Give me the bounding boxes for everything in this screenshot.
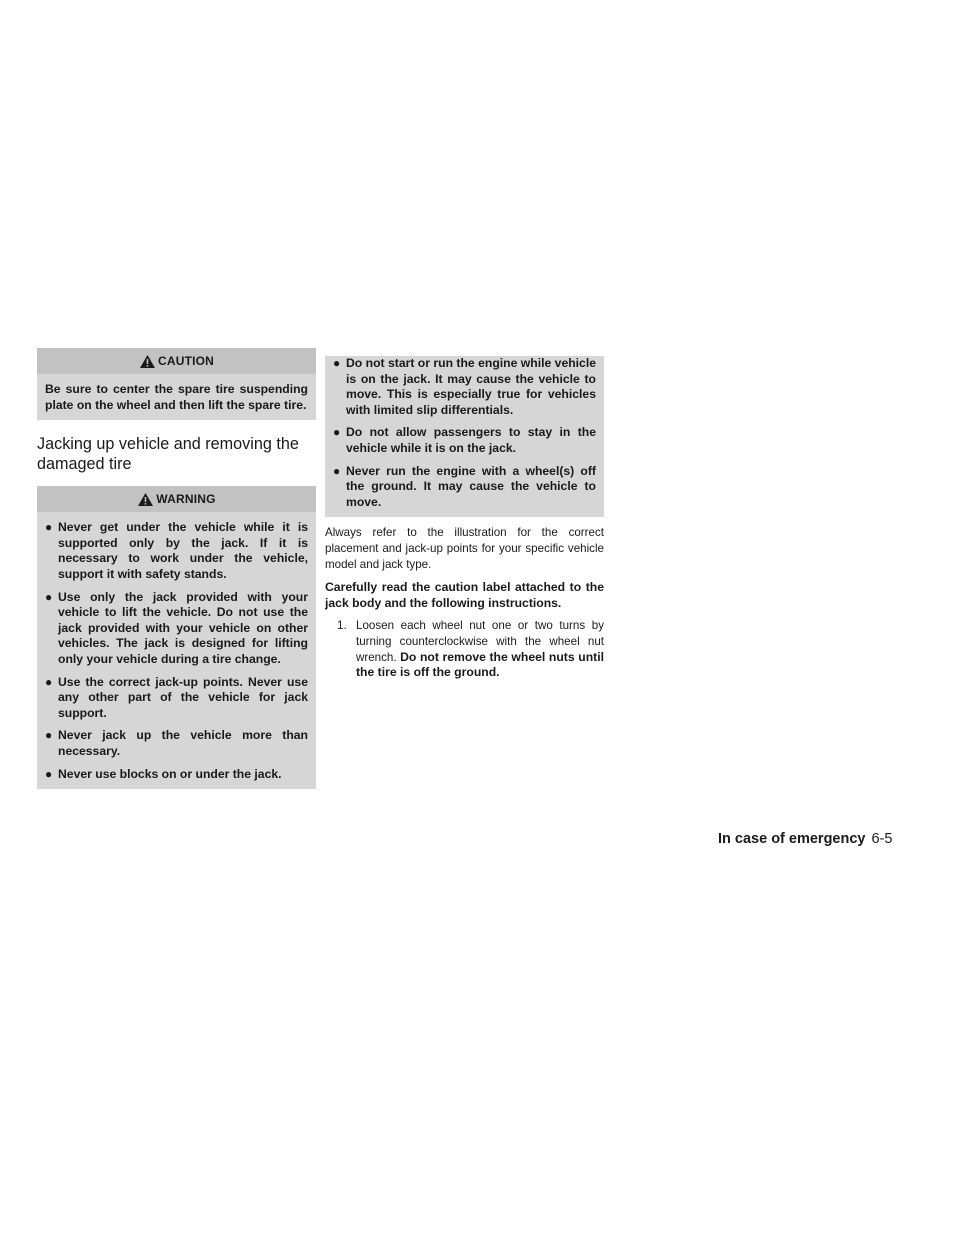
- warning-list-right: [333, 356, 596, 510]
- warning-box: [37, 486, 316, 789]
- warning-triangle-icon: [137, 492, 154, 507]
- warning-item: ● Do not allow passengers to stay in the vehicle while it is on the jack.: [333, 425, 596, 455]
- warning-item: ● Never get under the vehicle while it is supported only by the jack. If it is necessary to work under the vehicle, support it with safety stands.: [45, 520, 308, 581]
- warning-item: ● Never jack up the vehicle more than necessary.: [45, 728, 308, 758]
- warning-item: ● Use the correct jack-up points. Never use any other part of the vehicle for jack support.: [45, 674, 308, 720]
- page-footer: [718, 831, 892, 847]
- bullet-icon: ●: [45, 589, 53, 604]
- caution-text: Be sure to center the spare tire suspending plate on the wheel and then lift the spare tire.: [45, 382, 308, 412]
- step-1: [337, 618, 604, 680]
- left-column: [37, 348, 316, 789]
- warning-item: ● Never run the engine with a wheel(s) off the ground. It may cause the vehicle to move.: [333, 463, 596, 509]
- warning-header: [37, 486, 316, 512]
- page-number: 6-5: [871, 831, 893, 847]
- warning-heading: WARNING: [156, 492, 216, 507]
- step-bold-text: Do not remove the wheel nuts until the tire is off the ground.: [356, 649, 604, 680]
- bullet-icon: ●: [45, 674, 53, 689]
- caution-box: [37, 348, 316, 420]
- bullet-icon: ●: [333, 463, 341, 478]
- bullet-icon: ●: [45, 728, 53, 743]
- section-title: Jacking up vehicle and removing the damaged tire: [37, 435, 299, 474]
- right-column: [325, 348, 604, 681]
- bullet-icon: ●: [333, 425, 341, 440]
- warning-item: ● Use only the jack provided with your vehicle to lift the vehicle. Do not use the jack provided with your vehicle on other vehicles. The jack is designed for lifting only your vehicle during a tire change.: [45, 589, 308, 666]
- caution-heading: CAUTION: [157, 354, 215, 368]
- step-number: 1.: [337, 619, 347, 633]
- warning-box-continued: [325, 356, 604, 517]
- bullet-icon: ●: [45, 520, 53, 535]
- warning-item: ● Never use blocks on or under the jack.: [45, 766, 282, 781]
- warning-item: ● Do not start or run the engine while vehicle is on the jack. It may cause the vehicle to move. This is especially true for vehicles with limited slip differentials.: [333, 356, 596, 417]
- footer-section-name: In case of emergency: [718, 831, 866, 847]
- bullet-icon: ●: [333, 356, 341, 370]
- warning-triangle-icon: [139, 354, 156, 369]
- bullet-icon: ●: [45, 766, 53, 781]
- body-bold-paragraph: Carefully read the caution label attached to the jack body and the following instructions.: [325, 580, 604, 610]
- caution-header: [37, 348, 316, 374]
- body-paragraph: Always refer to the illustration for the correct placement and jack-up points for your specific vehicle model and jack type.: [325, 526, 604, 571]
- step-text: Loosen each wheel nut one or two turns by turning counterclockwise with the wheel nut wrench.: [356, 619, 604, 664]
- warning-list-left: [45, 520, 308, 782]
